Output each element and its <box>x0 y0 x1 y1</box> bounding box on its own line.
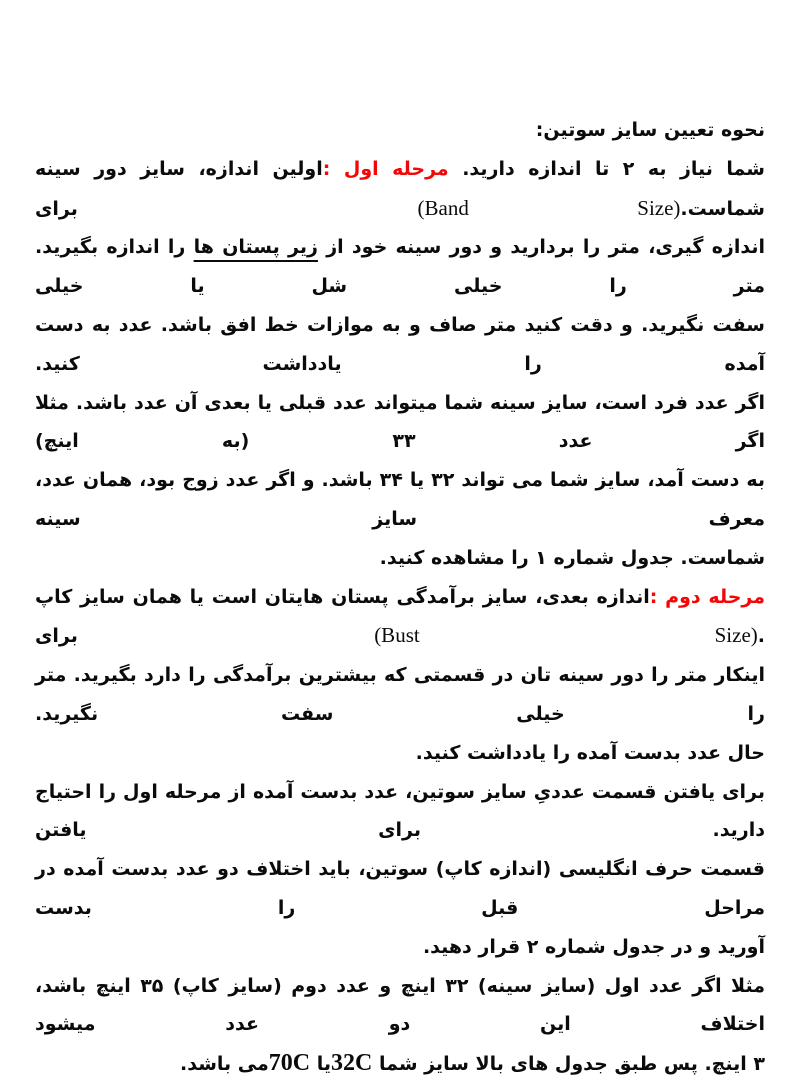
run-text: سفت نگیرید. و دقت کنید متر صاف و به موازات خط افق باشد. عدد به دست آمده را یادداشت کنید. <box>35 313 765 375</box>
run-text: می باشد. <box>180 1053 269 1076</box>
step1-label: مرحله اول : <box>322 157 449 180</box>
run-text: را اندازه بگیرید. متر را خیلی شل یا خیلی <box>35 236 765 298</box>
size-example-32c: 32C <box>330 1050 373 1077</box>
run-text: شماست. جدول شماره ۱ را مشاهده کنید. <box>379 546 765 569</box>
body-line-numeric-part <box>35 773 765 851</box>
run-text: مثلا اگر عدد اول (سایز سینه) ۳۲ اینچ و عدد دوم (سایز کاپ) ۳۵ اینچ باشد، اختلاف این دو عدد میشود <box>35 974 765 1036</box>
bra-size-guide-article <box>35 111 765 1084</box>
body-line-even-number <box>35 461 765 539</box>
doc-title <box>35 111 765 150</box>
run-text: برای یافتن قسمت عددیِ سایز سوتین، عدد بدست آمده از مرحله اول را احتیاج دارید. برای یافتن <box>35 780 765 842</box>
run-text: ۳ اینچ. پس طبق جدول های بالا سایز شما <box>372 1053 765 1076</box>
size-example-70c: 70C <box>268 1050 311 1077</box>
run-text: قسمت حرف انگلیسی (اندازه کاپ) سوتین، باید اختلاف دو عدد بدست آمده در مراحل قبل را بدست <box>35 858 765 919</box>
run-text: اگر عدد فرد است، سایز سینه شما میتواند عدد قبلی یا بعدی آن عدد باشد. مثلا اگر عدد ۳۳ (به اینچ) <box>35 391 765 453</box>
body-line-measure-under-bust <box>35 228 765 306</box>
run-text: آورید و در جدول شماره ۲ قرار دهید. <box>422 935 765 958</box>
run-text: به دست آمد، سایز شما می تواند ۳۲ یا ۳۴ باشد. و اگر عدد زوج بود، همان عدد، معرف سایز سینه <box>35 469 765 530</box>
body-line-keep-level <box>35 306 765 384</box>
underlined-under-bust-phrase: زیر پستان ها <box>193 236 318 259</box>
band-size-en-label: (Band Size) <box>417 195 681 220</box>
body-line-odd-number <box>35 384 765 462</box>
body-line-bust-intro <box>35 578 765 657</box>
run-text: برای <box>35 197 418 220</box>
run-text: اولین اندازه، سایز دور سینه شماست. <box>35 157 765 220</box>
bust-size-en-label: (Bust Size) <box>374 623 758 648</box>
run-text: برای <box>35 625 375 648</box>
step2-label: مرحله دوم : <box>649 585 765 608</box>
run-text: یا <box>310 1053 331 1076</box>
run-text: اینکار متر را دور سینه تان در قسمتی که بیشترین برآمدگی را دارد بگیرید. متر را خیلی سفت نگیرید. <box>35 664 765 725</box>
body-line-fullest-part <box>35 656 765 734</box>
body-line-note-number <box>35 734 765 773</box>
body-line-see-table-1 <box>35 539 765 578</box>
run-text: اندازه بعدی، سایز برآمدگی پستان هایتان است یا همان سایز کاپ . <box>35 585 765 648</box>
run-text: اندازه گیری، متر را بردارید و دور سینه خود از <box>317 236 765 259</box>
body-line-example <box>35 967 765 1045</box>
run-text: حال عدد بدست آمده را یادداشت کنید. <box>415 741 765 764</box>
run-text: شما نیاز به ۲ تا اندازه دارید. <box>448 157 765 180</box>
body-line-result <box>35 1044 765 1084</box>
body-line-see-table-2 <box>35 928 765 967</box>
body-line-band-intro <box>35 150 765 229</box>
body-line-letter-part <box>35 850 765 928</box>
doc-title-text: نحوه تعیین سایز سوتین: <box>535 119 765 141</box>
